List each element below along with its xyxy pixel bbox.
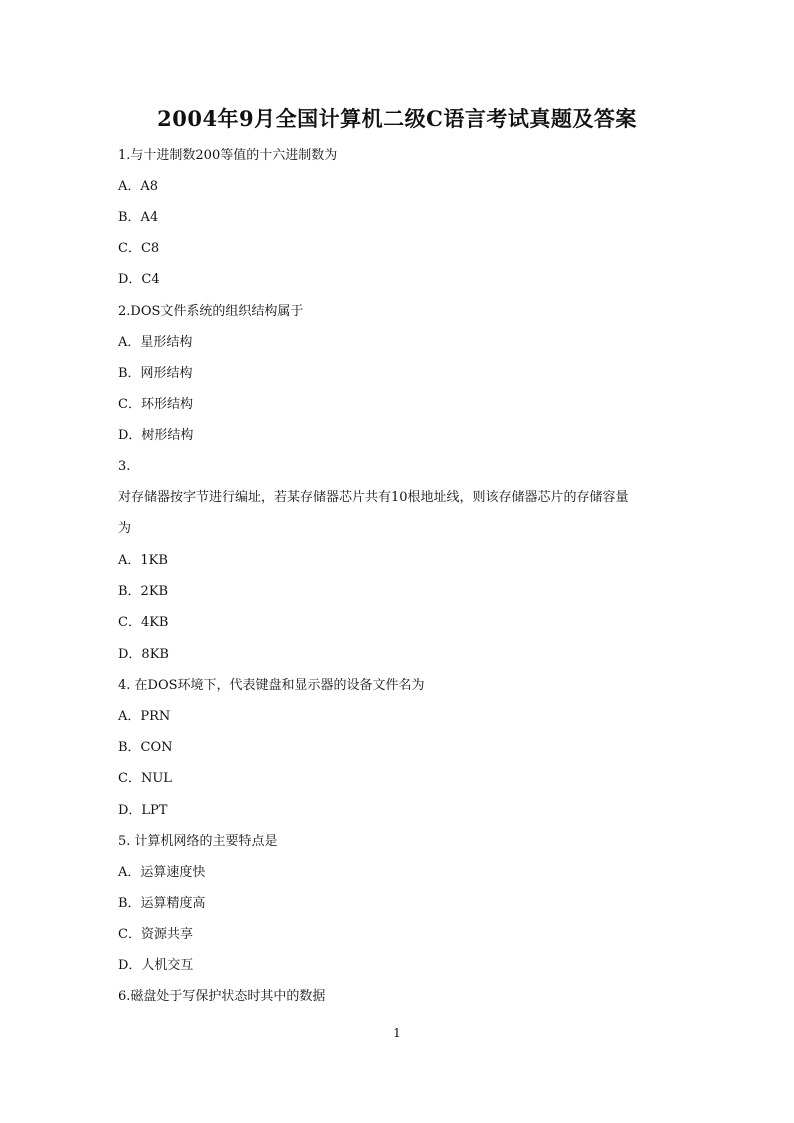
question-3-option-a: A．1KB	[118, 553, 168, 568]
question-5-option-d: D．人机交互	[118, 958, 194, 973]
question-2-option-b: B．网形结构	[118, 366, 193, 381]
question-2-option-d: D．树形结构	[118, 428, 194, 443]
question-3-option-b: B．2KB	[118, 584, 169, 599]
question-5-option-a: A．运算速度快	[118, 865, 206, 880]
question-1-option-a: A．A8	[118, 179, 159, 194]
page-number: 1	[393, 1026, 401, 1040]
question-2-option-c: C．环形结构	[118, 397, 193, 412]
question-3-stem: 对存储器按字节进行编址，若某存储器芯片共有10根地址线，则该存储器芯片的存储容量	[118, 490, 629, 505]
question-6-stem: 6.磁盘处于写保护状态时其中的数据	[118, 989, 326, 1004]
question-2-stem: 2.DOS文件系统的组织结构属于	[118, 304, 304, 319]
question-1-option-d: D．C4	[118, 272, 160, 287]
question-1-option-b: B．A4	[118, 210, 159, 225]
question-5-stem: 5. 计算机网络的主要特点是	[118, 834, 278, 849]
question-1-stem: 1.与十进制数200等值的十六进制数为	[118, 148, 338, 163]
question-1-option-c: C．C8	[118, 241, 160, 256]
question-3-option-c: C．4KB	[118, 615, 169, 630]
question-4-option-d: D．LPT	[118, 803, 168, 818]
question-3-number: 3.	[118, 459, 131, 474]
question-5-option-c: C．资源共享	[118, 927, 193, 942]
question-4-option-a: A．PRN	[118, 709, 171, 724]
question-5-option-b: B．运算精度高	[118, 896, 206, 911]
document-title: 2004年9月全国计算机二级C语言考试真题及答案	[157, 106, 637, 131]
question-4-stem: 4. 在DOS环境下，代表键盘和显示器的设备文件名为	[118, 678, 425, 693]
question-4-option-b: B．CON	[118, 740, 173, 755]
question-2-option-a: A．星形结构	[118, 335, 193, 350]
question-3-stem-continued: 为	[118, 521, 132, 536]
question-4-option-c: C．NUL	[118, 771, 172, 786]
question-3-option-d: D．8KB	[118, 647, 169, 662]
